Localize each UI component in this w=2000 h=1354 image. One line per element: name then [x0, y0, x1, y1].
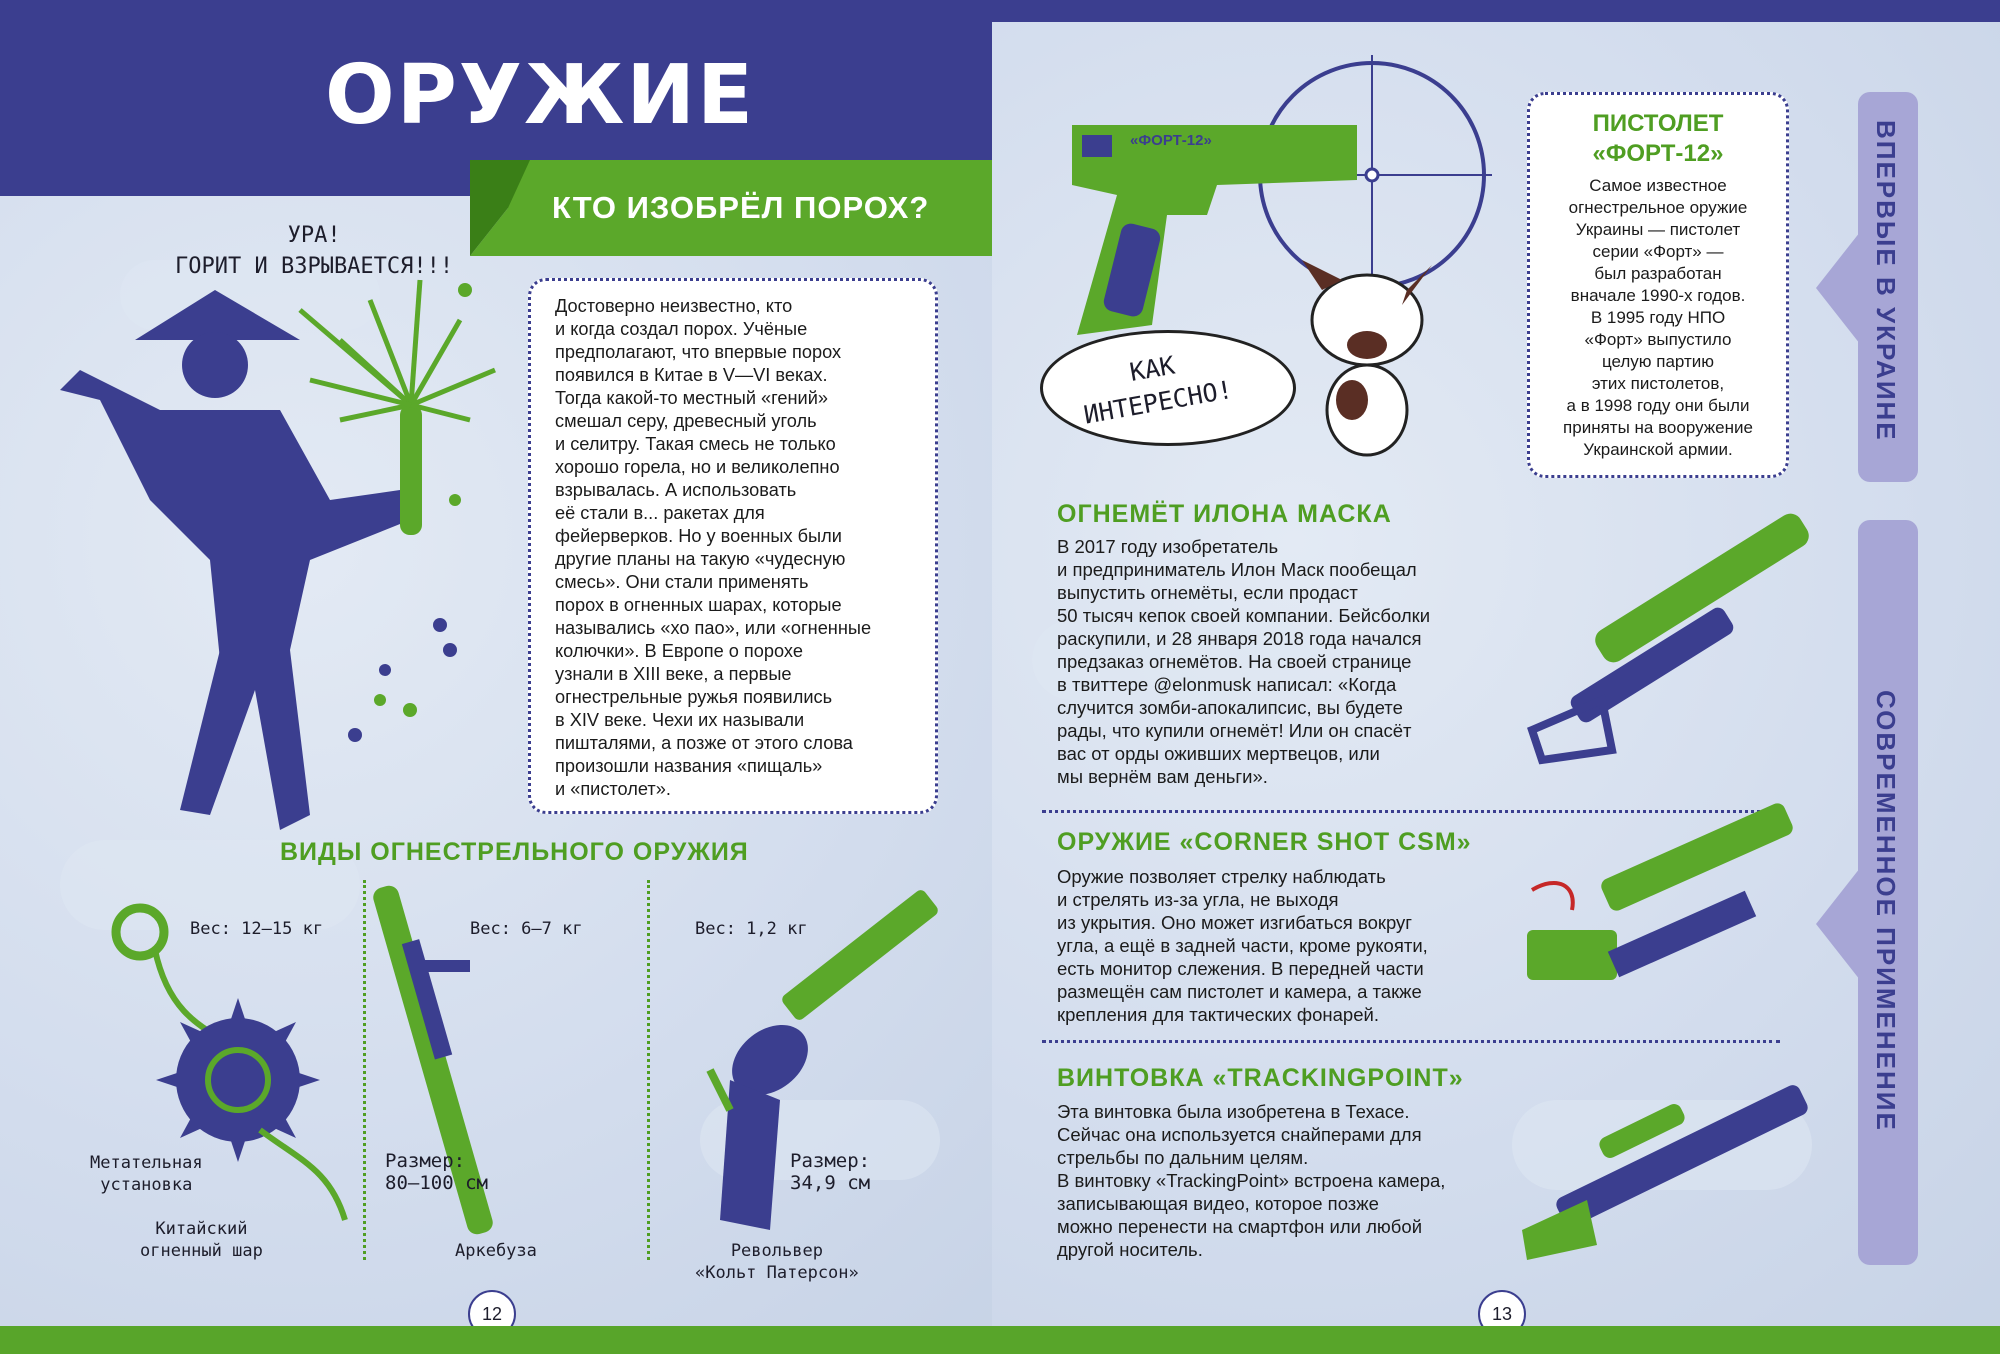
flamethrower-illustration: [1522, 530, 1812, 790]
tab-arrow: [1816, 232, 1860, 344]
part-label: Метательная установка: [90, 1153, 203, 1195]
fort-12-box: [1527, 92, 1789, 478]
section-heading: ОРУЖИЕ «CORNER SHOT CSM»: [1057, 828, 1472, 856]
intro-text: Достоверно неизвестно, кто и когда создал порох. Учёные предполагают, что впервые порох появился в Китае в V—VI веках. Тогда какой-то местный «гений» смешал серу, древесный уголь и селитру. Такая смесь не только хорошо горела, но и великолепно взрывалась. А использовать её стали в... ракетах для фейерверков. Но у военных были другие планы на такую «чудесную смесь». Они стали применять порох в огненных шарах, которые назывались «хо пао», или «огненные колючки». В Европе о порохе узнали в XIII веке, а первые огнестрельные ружья появились в XIV веке. Чехи их называли пишталями, а позже от этого слова произошли названия «пищаль» и «пистолет».: [555, 296, 872, 799]
ring: [116, 908, 164, 956]
fort-text: Самое известное огнестрельное оружие Украины — пистолет серии «Форт» — был разработан вначале 1990-х годов. В 1995 году НПО «Форт» выпустило целую партию этих пистолетов, а в 1998 году они были приняты на вооружение Украинской армии.: [1563, 176, 1753, 459]
page-number: 12: [468, 1290, 516, 1338]
section-heading: ВИНТОВКА «TRACKINGPOINT»: [1057, 1064, 1464, 1092]
weapon-name: Аркебуза: [455, 1241, 537, 1261]
size-label: Размер: 80–100 см: [385, 1150, 488, 1194]
weapon-name: Револьвер «Кольт Патерсон»: [695, 1241, 859, 1283]
robe: [60, 370, 410, 660]
trackingpoint-rifle-illustration: [1517, 1070, 1807, 1270]
dog-illustration: [1292, 260, 1442, 460]
firework-sparks-icon: [300, 280, 495, 420]
pistol-slide-marks: [1082, 135, 1112, 157]
left-page: [0, 0, 992, 1354]
revolver-hammer: [710, 1070, 730, 1110]
star-sparks-icon: [348, 618, 457, 742]
bubble-text: КАК ИНТЕРЕСНО!: [1081, 350, 1235, 430]
weight-label: Вес: 6–7 кг: [470, 919, 583, 939]
weight-label: Вес: 1,2 кг: [695, 919, 808, 939]
size-label: Размер: 34,9 см: [790, 1150, 871, 1194]
top-band: [992, 0, 2000, 22]
divider: [647, 880, 650, 1260]
ribbon-heading: КТО ИЗОБРЁЛ ПОРОХ?: [552, 190, 930, 225]
section-heading: ОГНЕМЁТ ИЛОНА МАСКА: [1057, 500, 1392, 528]
section-text: Эта винтовка была изобретена в Техасе. Сейчас она используется снайперами для стрельбы по дальним целям. В винтовку «TrackingPoint» встроена камера, записывающая видео, которое позже можно перенести на смартфон или любой другой носитель.: [1057, 1101, 1446, 1260]
page-number: 13: [1478, 1290, 1526, 1338]
legs: [180, 650, 310, 830]
weight-label: Вес: 12–15 кг: [190, 919, 324, 939]
arquebus-band: [410, 960, 470, 972]
bottom-strip: [992, 1326, 2000, 1354]
pistol-label: «ФОРТ-12»: [1130, 132, 1212, 149]
flamethrower-stock: [1532, 700, 1612, 760]
head: [182, 332, 248, 398]
man-with-firework-illustration: [40, 270, 520, 830]
types-heading: ВИДЫ ОГНЕСТРЕЛЬНОГО ОРУЖИЯ: [280, 838, 749, 866]
bottom-strip: [0, 1326, 992, 1354]
rifle-body: [1554, 1082, 1811, 1229]
page-title: ОРУЖИЕ: [325, 48, 756, 143]
fort-heading-1: ПИСТОЛЕТ: [1592, 110, 1724, 137]
fort-heading-2: «ФОРТ-12»: [1592, 140, 1724, 167]
section-text: Оружие позволяет стрелку наблюдать и стрелять из-за угла, не выходя из укрытия. Оно может изгибаться вокруг угла, а ещё в задней части, кроме рукояти, есть монитор слежения. В передней части размещён сам пистолет и камера, а также крепления для тактических фонарей.: [1057, 866, 1428, 1025]
corner-shot-front: [1527, 930, 1617, 980]
dog-nose: [1347, 331, 1387, 359]
right-page: [992, 0, 2000, 1354]
corner-shot-illustration: [1517, 820, 1807, 1040]
tab-modern-use-label: СОВРЕМЕННОЕ ПРИМЕНЕНИЕ: [1871, 690, 1901, 1132]
divider: [1042, 810, 1780, 813]
dog-spot: [1336, 380, 1368, 420]
intro-text-box: [528, 278, 938, 814]
firework-tube: [400, 405, 422, 535]
fuse: [260, 1130, 345, 1220]
tab-first-in-ukraine-label: ВПЕРВЫЕ В УКРАИНЕ: [1871, 120, 1901, 442]
shout-line-2: ГОРИТ И ВЗРЫВАЕТСЯ!!!: [175, 254, 454, 279]
rotate-arrow-icon: [1532, 883, 1573, 910]
divider: [363, 880, 366, 1260]
weapon-name: Китайский огненный шар: [140, 1219, 263, 1261]
shout-line-1: УРА!: [287, 223, 341, 248]
section-text: В 2017 году изобретатель и предприниматель Илон Маск пообещал выпустить огнемёты, если продаст 50 тысяч кепок своей компании. Бейсболки раскупили, и 28 января 2018 года начался предзаказ огнемётов. На своей странице в твиттере @elonmusk написал: «Когда случится зомби-апокалипсис, вы будете рады, что купили огнемёт! Или он спасёт вас от орды оживших мертвецов, или мы вернём вам деньги».: [1057, 536, 1431, 787]
tab-arrow: [1816, 868, 1860, 980]
divider: [1042, 1040, 1780, 1043]
